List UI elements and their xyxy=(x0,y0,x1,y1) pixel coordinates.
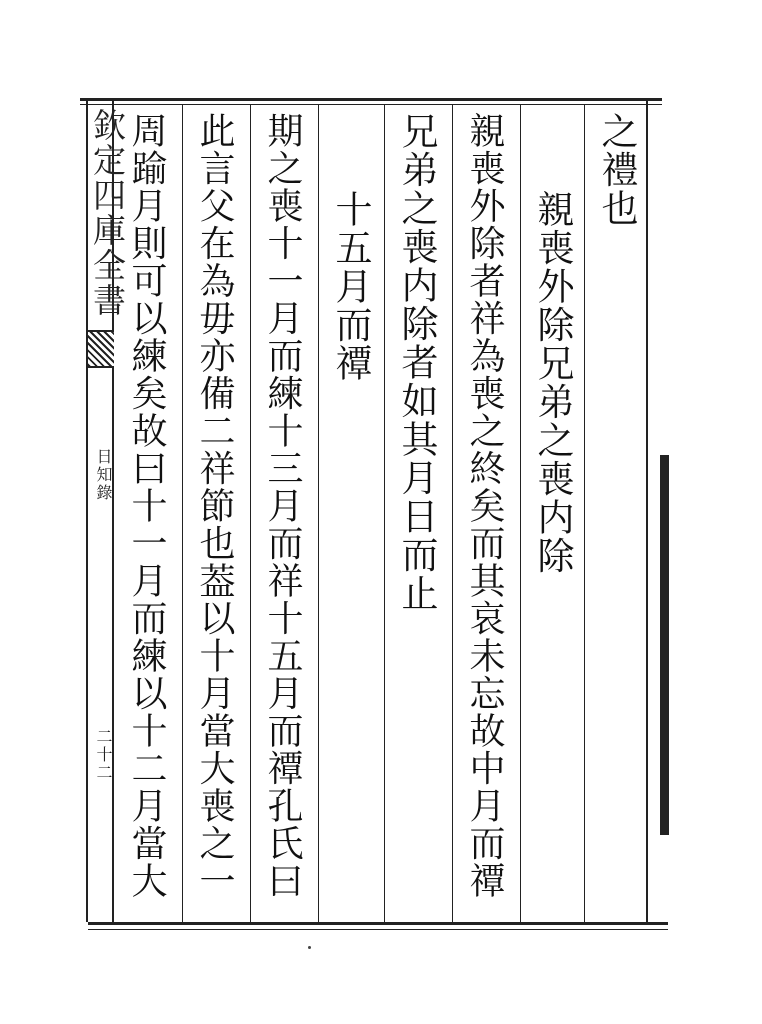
bottom-border-inner xyxy=(88,929,668,930)
column-divider xyxy=(182,104,183,922)
right-border xyxy=(646,100,648,922)
text-column-3: 親喪外除者祥為喪之終矣而其哀未忘故中月而禫 xyxy=(464,112,505,900)
page-edge-bar xyxy=(660,455,669,835)
text-column-6: 期之喪十一月而練十三月而祥十五月而禫孔氏曰 xyxy=(262,112,303,900)
column-divider xyxy=(250,104,251,922)
column-divider xyxy=(318,104,319,922)
column-divider xyxy=(584,104,585,922)
text-column-1: 之禮也 xyxy=(595,112,638,228)
scan-speck xyxy=(308,946,311,949)
bottom-border xyxy=(88,922,668,925)
column-divider xyxy=(520,104,521,922)
top-border-inner xyxy=(80,104,662,105)
section-title: 日知錄 xyxy=(94,448,113,502)
text-column-7: 此言父在為毋亦備二祥節也葢以十月當大喪之一 xyxy=(194,112,235,900)
column-divider xyxy=(384,104,385,922)
text-column-5: 十五月而禫 xyxy=(329,190,372,383)
text-column-2: 親喪外除兄弟之喪内除 xyxy=(531,190,574,575)
text-column-8: 周踰月則可以練矣故曰十一月而練以十二月當大 xyxy=(126,112,167,900)
book-title: 欽定四庫全書 xyxy=(88,108,127,318)
fish-tail-mark xyxy=(88,330,114,368)
top-border xyxy=(80,98,662,101)
column-divider xyxy=(452,104,453,922)
text-column-4: 兄弟之喪内除者如其月日而止 xyxy=(395,112,438,613)
page-number: 二十二 xyxy=(94,728,113,782)
